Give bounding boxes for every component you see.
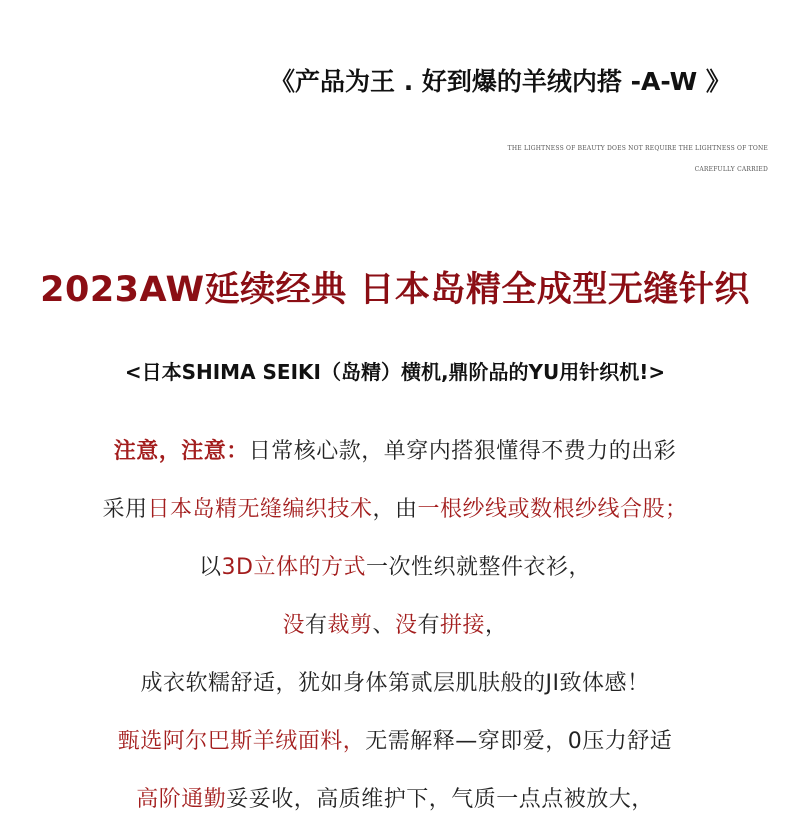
text-segment: 日常核心款，单穿内搭狠懂得不费力的出彩 (248, 439, 677, 464)
highlight-segment: 甄选阿尔巴斯羊绒面料， (117, 729, 366, 754)
highlight-segment: 日本岛精无缝编织技术 (147, 497, 373, 522)
highlight-segment: 拼接 (440, 613, 486, 638)
highlight-segment: 没 (282, 613, 305, 638)
body-line-6 (0, 724, 790, 755)
body-line-4 (0, 608, 790, 639)
highlight-segment: 高阶通勤 (136, 787, 227, 812)
english-tagline-2: CAREFULLY CARRIED (694, 166, 768, 173)
english-tagline-1: THE LIGHTNESS OF BEAUTY DOES NOT REQUIRE THE LIGHTNESS OF TONE (507, 145, 768, 152)
body-line-5 (0, 666, 790, 697)
text-segment: 成衣软糯舒适，犹如身体第贰层肌肤般的JI致体感！ (140, 671, 650, 696)
body-line-3 (0, 550, 790, 581)
text-segment: 采用 (102, 497, 148, 522)
text-segment: 有 (417, 613, 441, 638)
text-segment: ，由 (372, 497, 418, 522)
body-line-7 (0, 782, 790, 813)
text-segment: 以 (199, 555, 222, 580)
text-segment: 有 (304, 613, 328, 638)
highlight-segment: 裁剪 (327, 613, 373, 638)
highlight-segment: 没 (395, 613, 418, 638)
attention-label: 注意，注意： (113, 439, 249, 464)
headline: 2023AW延续经典 日本岛精全成型无缝针织 (40, 270, 750, 310)
body-line-1 (0, 434, 790, 465)
page-title: 《产品为王 . 好到爆的羊绒内搭 -A-W 》 (270, 67, 731, 96)
text-segment: ， (485, 613, 508, 638)
subheadline: <日本SHIMA SEIKI（岛精）横机,鼎阶品的YU用针织机!> (124, 360, 666, 384)
highlight-segment: 3D立体的方式 (221, 555, 366, 580)
text-segment: 妥妥收，高质维护下，气质一点点被放大， (226, 787, 654, 812)
body-line-2 (0, 492, 790, 523)
highlight-segment: 一根纱线或数根纱线合股； (417, 497, 688, 522)
text-segment: 一次性织就整件衣衫， (365, 555, 591, 580)
text-segment: 、 (372, 613, 395, 638)
text-segment: 无需解释—穿即爱，0压力舒适 (365, 729, 673, 754)
